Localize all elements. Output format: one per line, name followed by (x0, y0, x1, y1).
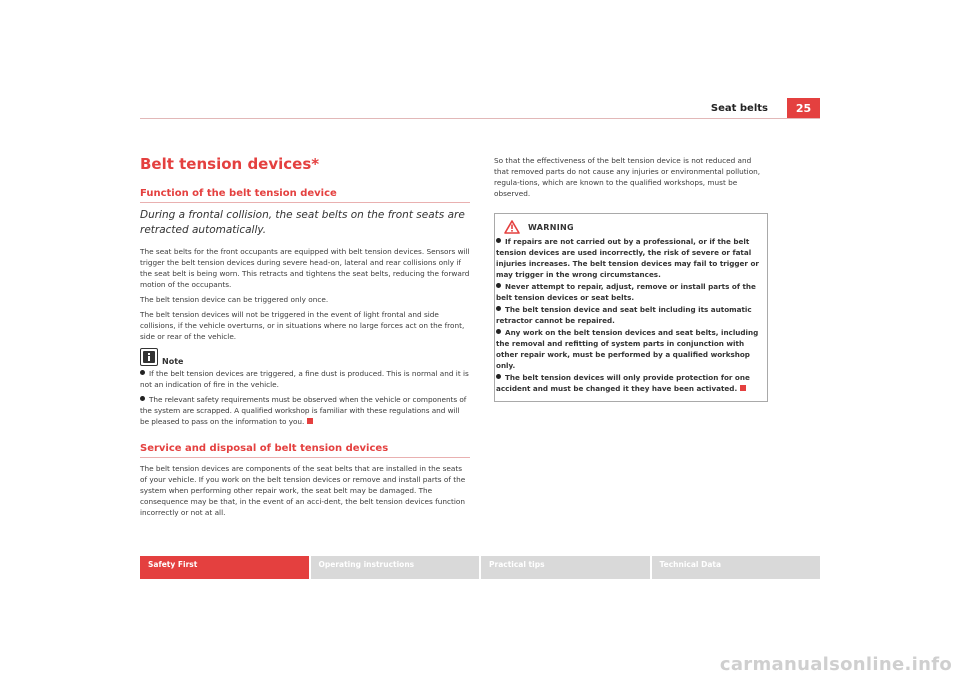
bullet-icon (496, 306, 501, 311)
page-number: 25 (787, 98, 820, 119)
watermark: carmanualsonline.info (719, 654, 952, 675)
section-lead: During a frontal collision, the seat belts on the front seats are retracted automatically. (140, 209, 465, 236)
footer-tab-technical-data[interactable]: Technical Data (652, 556, 821, 579)
section-title-service: Service and disposal of belt tension devices (140, 443, 470, 458)
footer-nav (140, 556, 820, 579)
footer-tab-safety-first[interactable]: Safety First (140, 556, 309, 579)
bullet-icon (496, 329, 501, 334)
section-end-icon (307, 418, 313, 424)
paragraph: The belt tension devices will not be triggered in the event of light frontal and side collisions, if the vehicle overturns, or in situations where no large forces act on the front, side or rear of the vehicle. (140, 310, 465, 341)
left-column (140, 155, 470, 522)
bullet-icon (496, 238, 501, 243)
section-title-function: Function of the belt tension device (140, 188, 470, 203)
warning-item: If repairs are not carried out by a professional, or if the belt tension devices are used incorrectly, the risk of severe or fatal injuries increases. The belt tension devices may fail to trigger or may trigger in the wrong circumstances. (496, 237, 759, 279)
bullet-icon (496, 283, 501, 288)
warning-box (494, 213, 768, 402)
bullet-icon (140, 396, 145, 401)
footer-tab-practical-tips[interactable]: Practical tips (481, 556, 650, 579)
note-item: If the belt tension devices are triggered, a fine dust is produced. This is normal and it is not an indication of fire in the vehicle. (140, 369, 469, 389)
warning-item: The belt tension devices will only provide protection for one accident and must be changed it they have been activated. (496, 373, 750, 393)
paragraph: The belt tension device can be triggered only once. (140, 295, 329, 304)
note-header (140, 348, 470, 366)
chapter-title: Belt tension devices* (140, 155, 320, 173)
section-end-icon (740, 385, 746, 391)
footer-tab-operating-instructions[interactable]: Operating instructions (311, 556, 480, 579)
warning-item: Any work on the belt tension devices and seat belts, including the removal and refitting of system parts in conjunction with other repair work, must be performed by a qualified workshop only. (496, 328, 759, 370)
note-label: Note (162, 357, 184, 366)
paragraph: The belt tension devices are components of the seat belts that are installed in the seats of your vehicle. If you work on the belt tension devices or remove and install parts of the system when performing other repair work, the seat belt may be damaged. The consequence may be that, in the event of an acci-dent, the belt tension devices function incorrectly or not at all. (140, 464, 466, 517)
warning-item: The belt tension device and seat belt including its automatic retractor cannot be repaired. (496, 305, 752, 325)
warning-triangle-icon (504, 220, 520, 234)
note-item: The relevant safety requirements must be observed when the vehicle or components of the system are scrapped. A qualified workshop is familiar with these regulations and will be pleased to pass on the information to you. (140, 395, 467, 426)
header-divider (140, 118, 820, 119)
warning-item: Never attempt to repair, adjust, remove or install parts of the belt tension devices or seat belts. (496, 282, 756, 302)
right-column (494, 155, 768, 402)
running-header-title: Seat belts (710, 103, 768, 114)
paragraph: The seat belts for the front occupants are equipped with belt tension devices. Sensors will trigger the belt tension devices during severe head-on, lateral and rear collisions only if the seat belt is being worn. This retracts and tightens the seat belts, reducing the forward motion of the occupants. (140, 247, 470, 289)
warning-header (504, 220, 762, 234)
warning-label: WARNING (528, 222, 574, 232)
note-icon (140, 348, 158, 366)
paragraph: So that the effectiveness of the belt tension device is not reduced and that removed parts do not cause any injuries or environmental pollution, regula-tions, which are known to the qualified workshops, must be observed. (494, 156, 761, 198)
bullet-icon (140, 370, 145, 375)
bullet-icon (496, 374, 501, 379)
